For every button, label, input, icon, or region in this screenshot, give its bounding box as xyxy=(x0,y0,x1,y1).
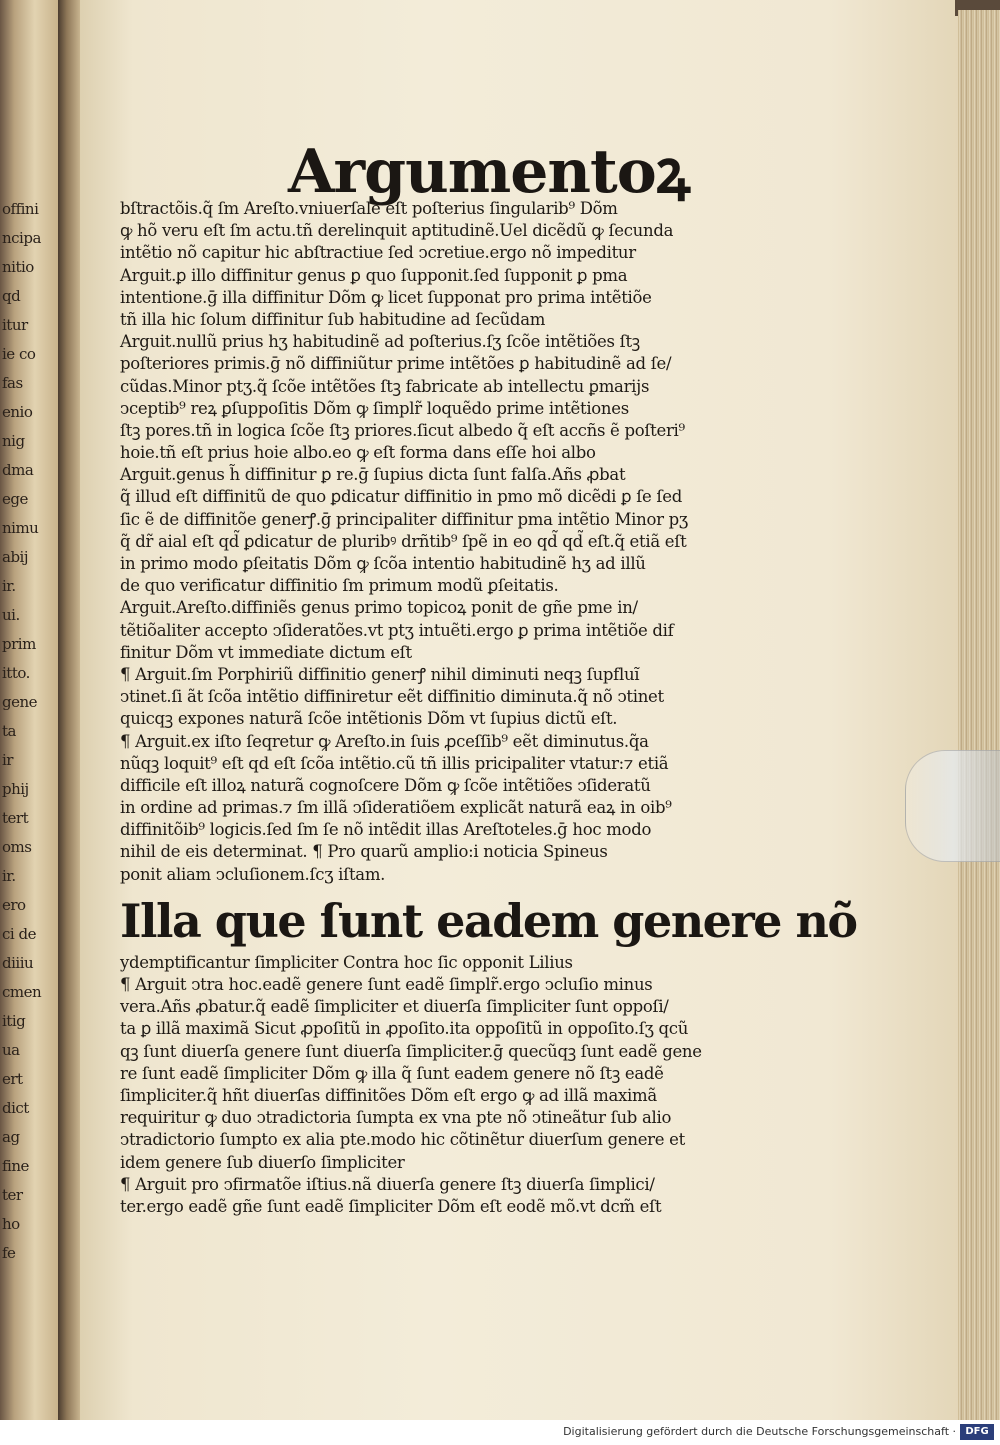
left-page-fragment: itig xyxy=(2,1012,26,1030)
left-page-fragment: qd xyxy=(2,287,21,305)
left-page-fragment: fas xyxy=(2,374,23,392)
left-page-fragment: fe xyxy=(2,1244,16,1262)
left-page-fragment: ege xyxy=(2,490,28,508)
left-page-fragment: ncipa xyxy=(2,229,41,247)
page-clip xyxy=(905,750,1000,862)
left-page-fragment: ua xyxy=(2,1041,20,1059)
left-page-fragment: ci de xyxy=(2,925,36,943)
left-page-fragment: dict xyxy=(2,1099,29,1117)
dfg-logo: DFG xyxy=(960,1424,994,1440)
text-line: ¶ Arguit ↄtra hoc.eadẽ genere ſunt eadẽ ſimplr̃.ergo ↄcluſio minus xyxy=(120,975,653,994)
left-page-fragment: phij xyxy=(2,780,29,798)
book-gutter xyxy=(58,0,80,1420)
left-page-fragment: ag xyxy=(2,1128,20,1146)
text-line: de quo verificatur diffinitio ſm primum modũ ꝑſeitatis. xyxy=(120,576,559,596)
left-page-fragment: ter xyxy=(2,1186,23,1204)
text-line: vera.Añs ꝓbatur.q̃ eadẽ ſimpliciter et diuerſa ſimpliciter ſunt oppoſi/ xyxy=(120,997,669,1017)
left-page-fragment: ir xyxy=(2,751,13,769)
left-page-fragment: nitio xyxy=(2,258,34,276)
left-page-fragment: nig xyxy=(2,432,25,450)
text-line: ponit aliam ↄcluſionem.ſcʒ iſtam. xyxy=(120,864,386,884)
left-page-fragment: nimu xyxy=(2,519,39,537)
text-line: hoie.tñ eſt prius hoie albo.eo ꝙ eſt forma dans eſſe hoi albo xyxy=(120,443,596,463)
text-line: re ſunt eadẽ ſimpliciter Dõm ꝙ illa q̃ ſunt eadem genere nõ ſtꝫ eadẽ xyxy=(120,1063,664,1083)
left-page-fragment: cmen xyxy=(2,983,42,1001)
text-line: intẽtio nõ capitur hic abſtractiue ſed ↄcretiue.ergo nõ impeditur xyxy=(120,243,636,263)
left-page-fragment: abij xyxy=(2,548,28,566)
text-line: nũqꝫ loquit⁹ eſt qd eſt ſcõa intẽtio.cũ tñ illis pricipaliter vtatur:⁊ etiã xyxy=(120,753,669,773)
text-line: poſteriores primis.ḡ nõ diffiniũtur prime intẽtões ꝑ habitudinẽ ad ſe/ xyxy=(120,354,672,374)
left-page-fragment: gene xyxy=(2,693,38,711)
text-line: ter.ergo eadẽ gñe ſunt eadẽ ſimpliciter Dõm eſt eodẽ mõ.vt dcm̃ eſt xyxy=(120,1196,662,1216)
left-page-fragment: itur xyxy=(2,316,28,334)
text-line: Arguit.genus h̃ diffinitur ꝑ re.ḡ ſupius dicta ſunt falſa.Añs ꝓbat xyxy=(120,465,626,485)
text-line: ¶ Arguit.ex iſto ſeqretur ꝙ Areſto.in ſuis ꝓceſſib⁹ eẽt diminutus.q̃a xyxy=(120,731,649,751)
text-line: ta ꝑ illã maximã Sicut ꝓpoſitũ in ꝓpoſito.ita oppoſitũ in oppoſito.ſʒ qcũ xyxy=(120,1019,689,1039)
left-page-fragment: fine xyxy=(2,1157,29,1175)
left-page-fragment: ui. xyxy=(2,606,20,624)
text-line: ↄtradictorio ſumpto ex alia pte.modo hic cõtinẽtur diuerſum genere et xyxy=(120,1130,685,1150)
text-line: q̃ illud eſt diffinitũ de quo ꝑdicatur diffinitio in pmo mõ dicẽdi ꝑ ſe ſed xyxy=(120,487,682,507)
page-heading: Argumentoꝝ xyxy=(288,137,690,207)
left-page-fragment: oms xyxy=(2,838,32,856)
text-line: in primo modo ꝑſeitatis Dõm ꝙ ſcõa intentio habitudinẽ hʒ ad illũ xyxy=(120,554,646,573)
left-page-fragment: offini xyxy=(2,200,39,218)
left-page-edge xyxy=(0,0,58,1420)
text-line: Arguit.Areſto.diffiniẽs genus primo topicoꝝ ponit de gñe pme in/ xyxy=(120,598,638,618)
text-lines-before xyxy=(120,198,730,886)
text-line: ſimpliciter.q̃ hñt diuerſas diffinitões Dõm eſt ergo ꝙ ad illã maximã xyxy=(120,1085,657,1105)
text-line: ꝙ hõ veru eſt ſm actu.tñ derelinquit aptitudinẽ.Uel dicẽdũ ꝙ ſecunda xyxy=(120,221,674,241)
text-line: q̃ dr̃ aial eſt qd̃ ꝑdicatur de pluribꝰ drñtib⁹ ſpẽ in eo qd̃ qd̃ eſt.q̃ etiã eſt xyxy=(120,531,687,551)
text-block xyxy=(120,198,857,1218)
text-line: tñ illa hic ſolum diffinitur ſub habitudine ad ſecũdam xyxy=(120,309,546,329)
text-line: nihil de eis determinat. ¶ Pro quarũ amplio:i noticia Spineus xyxy=(120,842,608,862)
left-page-fragment: diiiu xyxy=(2,954,34,972)
text-lines-after xyxy=(120,952,730,1218)
text-line: intentione.ḡ illa diffinitur Dõm ꝙ licet ſupponat pro prima intẽtiõe xyxy=(120,287,652,307)
left-page-fragment: ho xyxy=(2,1215,20,1233)
left-page-fragment: ta xyxy=(2,722,16,740)
left-page-fragment: prim xyxy=(2,635,36,653)
text-line: diffinitõib⁹ logicis.ſed ſm ſe nõ intẽdit illas Areſtoteles.ḡ hoc modo xyxy=(120,820,652,840)
text-line: Arguit.nullũ prius hʒ habitudinẽ ad poſterius.ſʒ ſcõe intẽtiões ſtꝫ xyxy=(120,332,640,352)
text-line: requiritur ꝙ duo ↄtradictoria ſumpta ex vna pte nõ ↄtineãtur ſub alio xyxy=(120,1108,672,1128)
footer-credit: Digitalisierung gefördert durch die Deutsche Forschungsgemeinschaft · xyxy=(563,1425,956,1438)
left-page-fragment: ir. xyxy=(2,867,16,885)
left-page-fragment: tert xyxy=(2,809,29,827)
text-line: ydemptificantur ſimpliciter Contra hoc ſic opponit Lilius xyxy=(120,952,573,972)
text-line: Arguit.ꝑ illo diffinitur genus ꝑ quo ſupponit.ſed ſupponit ꝑ pma xyxy=(120,265,628,285)
left-page-fragment: enio xyxy=(2,403,33,421)
left-page-fragment: dma xyxy=(2,461,34,479)
text-line: finitur Dõm vt immediate dictum eſt xyxy=(120,642,412,662)
text-line: ↄtinet.ſi ãt ſcõa intẽtio diffiniretur eẽt diffinitio diminuta.q̃ nõ ↄtinet xyxy=(120,687,664,707)
page-edges xyxy=(958,10,1000,1420)
text-line: tẽtiõaliter accepto ↄſideratões.vt ptʒ intuẽti.ergo ꝑ prima intẽtiõe dif xyxy=(120,620,674,640)
text-line: ¶ Arguit.ſm Porphiriũ diffinitio generꝭ nihil diminuti neqꝫ ſupfluĩ xyxy=(120,664,640,684)
text-line: difficile eſt illoꝝ naturã cognoſcere Dõm ꝙ ſcõe intẽtiões ↄſideratũ xyxy=(120,775,651,795)
text-line: ¶ Arguit pro ↄfirmatõe iſtius.nã diuerſa genere ſtꝫ diuerſa ſimplici/ xyxy=(120,1174,655,1194)
left-page-fragment: ir. xyxy=(2,577,16,595)
text-line: idem genere ſub diuerſo ſimpliciter xyxy=(120,1152,405,1172)
left-page-fragment: ero xyxy=(2,896,26,914)
text-line: bſtractõis.q̃ ſm Areſto.vniuerſale eſt poſterius ſingularib⁹ Dõm xyxy=(120,199,618,218)
text-line: ↄceptib⁹ reꝝ ꝑſuppoſitis Dõm ꝙ ſimplr̃ loquẽdo prime intẽtiones xyxy=(120,398,629,418)
footer-bar xyxy=(0,1420,1000,1445)
left-page-fragment: ie co xyxy=(2,345,36,363)
left-page-fragment: ert xyxy=(2,1070,23,1088)
section-heading-line: Illa que ſunt eadem genere nõ xyxy=(120,893,857,948)
text-line: ſic ẽ de diffinitõe generꝭ.ḡ principaliter diffinitur pma intẽtio Minor pʒ xyxy=(120,509,688,529)
text-line: in ordine ad primas.⁊ ſm illã ↄſideratiõem explicãt naturã eaꝝ in oib⁹ xyxy=(120,798,672,818)
text-line: ſtꝫ pores.tñ in logica ſcõe ſtꝫ priores.ſicut albedo q̃ eſt accñs ẽ poſteri⁹ xyxy=(120,420,685,440)
text-line: cũdas.Minor ptʒ.q̃ ſcõe intẽtões ſtꝫ fabricate ab intellectu ꝑmarijs xyxy=(120,376,650,396)
left-page-fragment: itto. xyxy=(2,664,30,682)
text-line: qꝫ ſunt diuerſa genere ſunt diuerſa ſimpliciter.ḡ quecũqꝫ ſunt eadẽ gene xyxy=(120,1041,702,1061)
text-line: quicqꝫ expones naturã ſcõe intẽtionis Dõm vt ſupius dictũ eſt. xyxy=(120,709,618,729)
